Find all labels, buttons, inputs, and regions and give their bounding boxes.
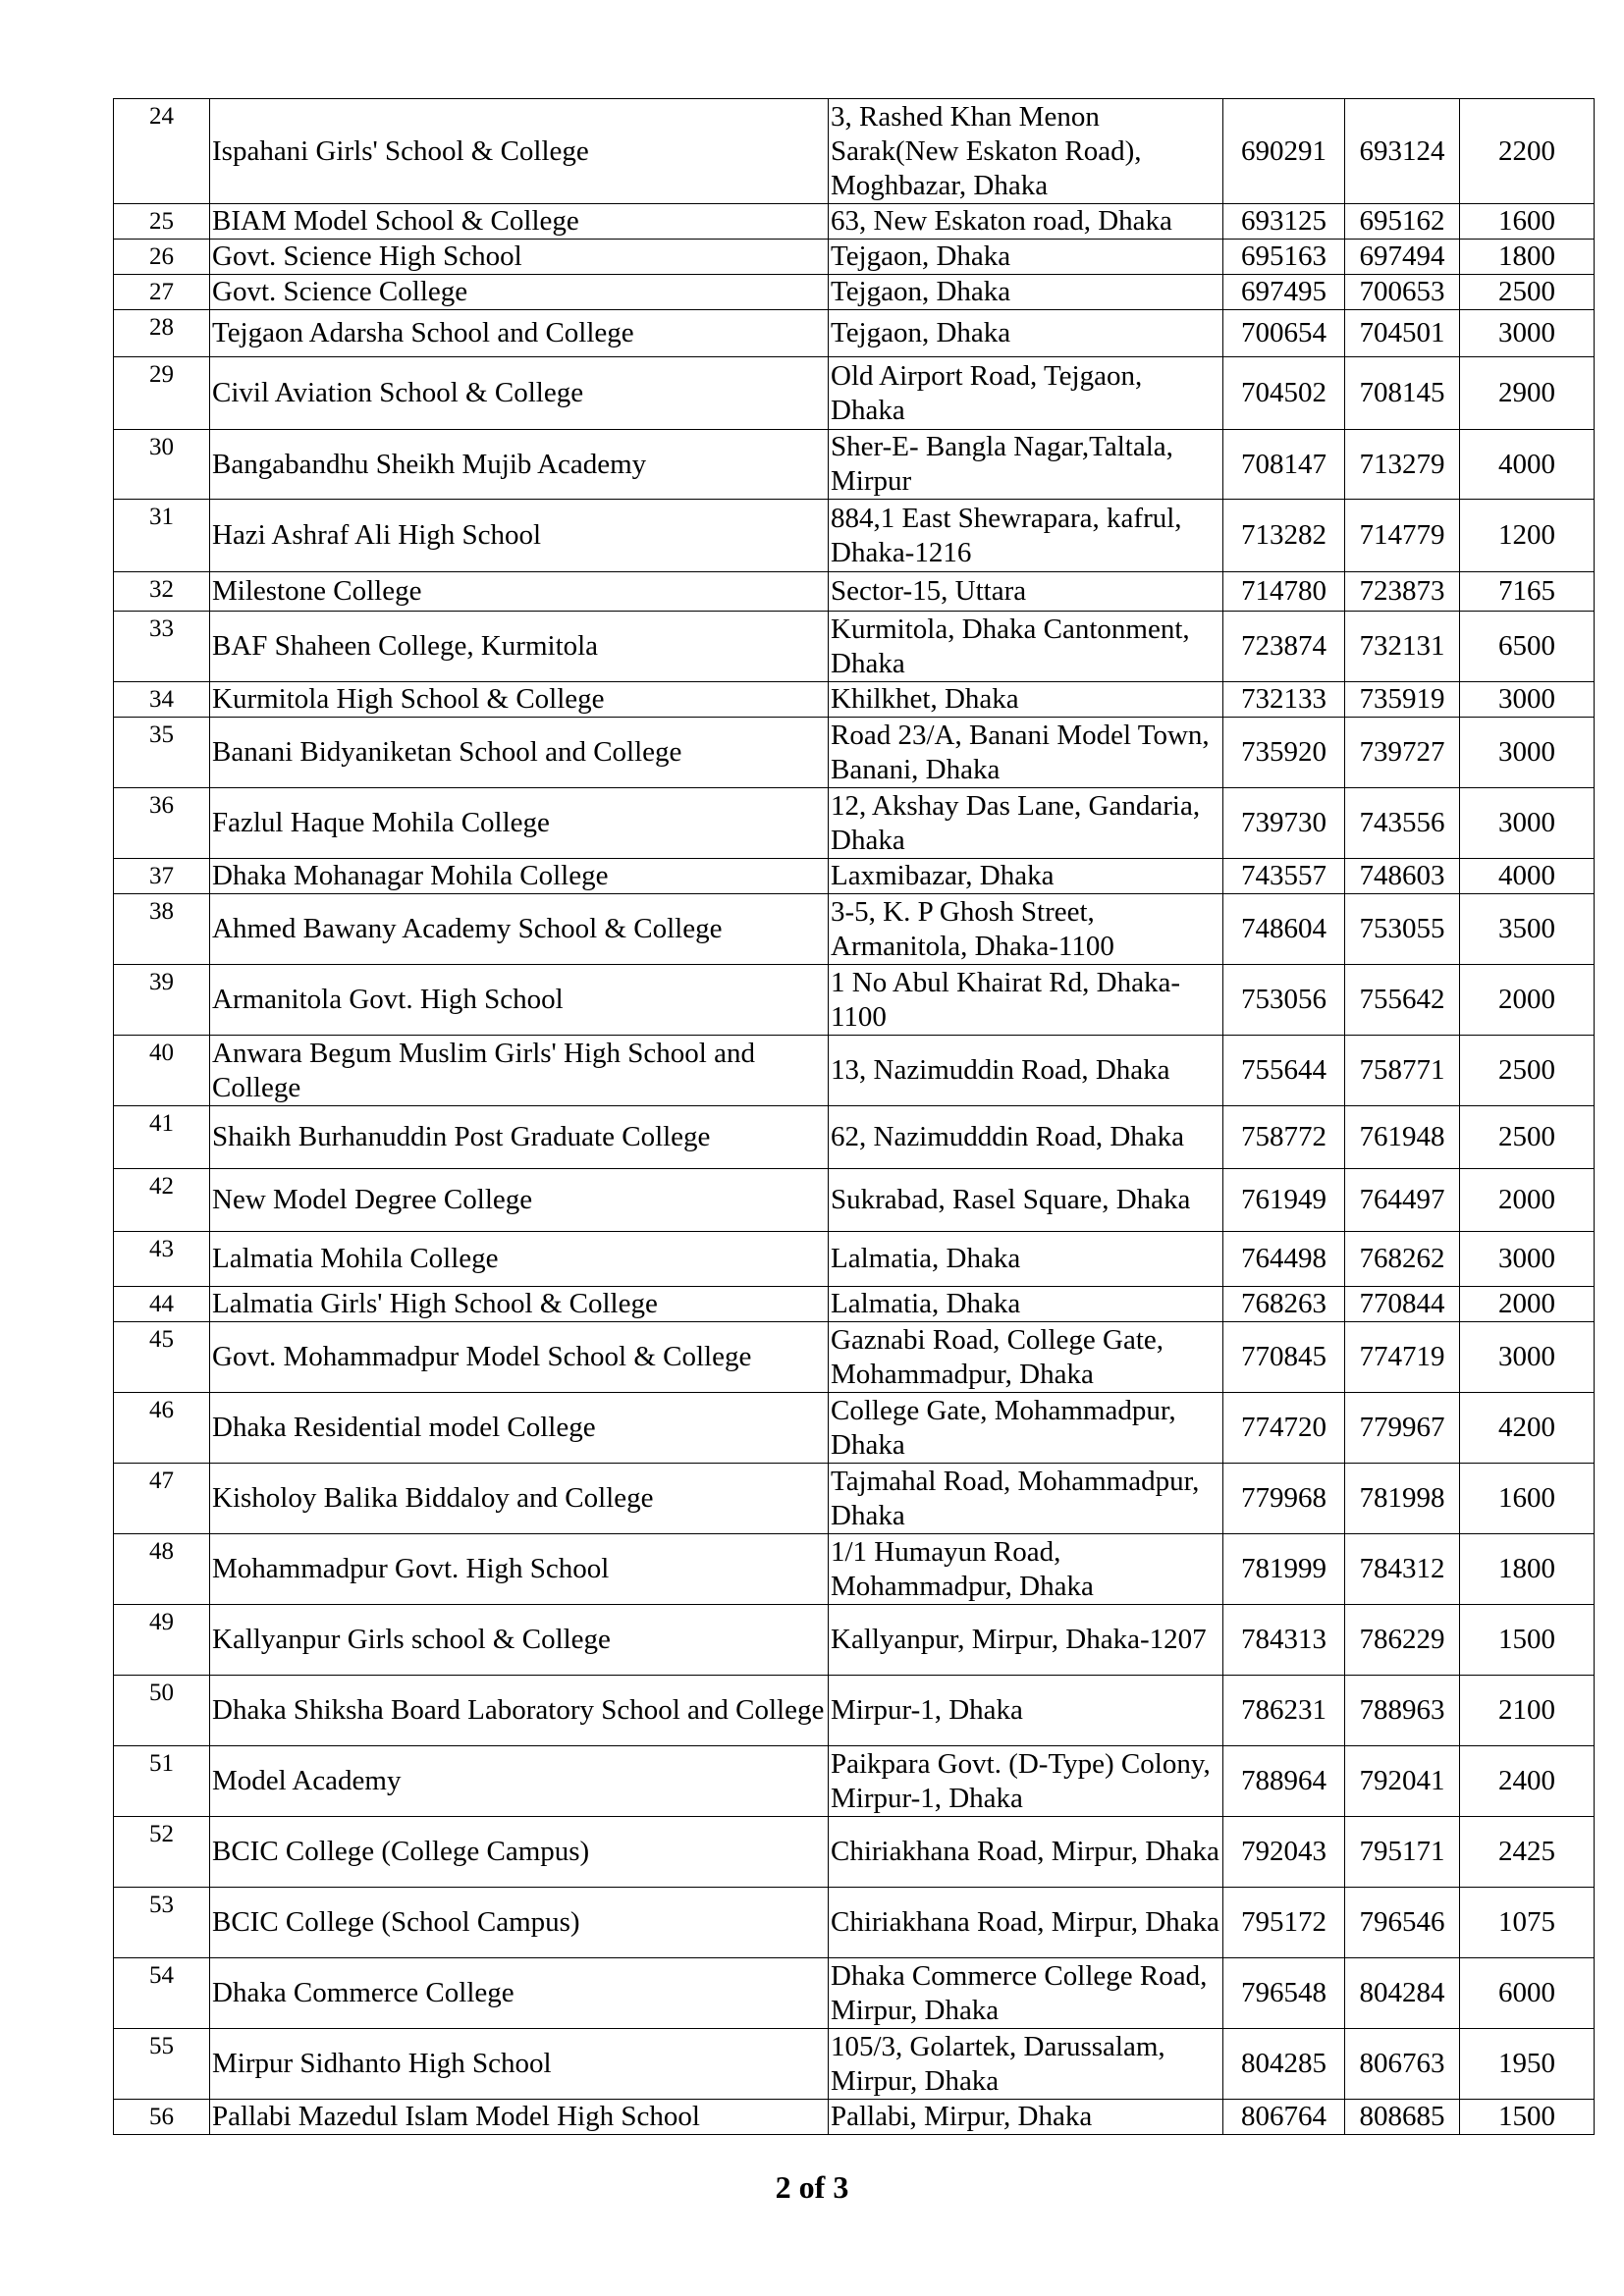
total-candidates-cell: 6500 [1460,612,1595,682]
institution-name-cell: Pallabi Mazedul Islam Model High School [210,2100,829,2135]
roll-from-cell: 693125 [1223,204,1345,240]
address-cell: 13, Nazimuddin Road, Dhaka [829,1036,1223,1106]
institution-name-cell: Dhaka Mohanagar Mohila College [210,859,829,894]
total-candidates-cell: 1800 [1460,240,1595,275]
serial-number-cell: 28 [114,310,210,357]
table-row [114,1393,1595,1464]
roll-from-cell: 781999 [1223,1534,1345,1605]
total-candidates-cell: 2900 [1460,357,1595,430]
institution-name-cell: Civil Aviation School & College [210,357,829,430]
institution-name-cell: Shaikh Burhanuddin Post Graduate College [210,1106,829,1169]
exam-center-table [113,98,1595,2135]
roll-from-cell: 700654 [1223,310,1345,357]
serial-number-cell: 26 [114,240,210,275]
table-row [114,572,1595,612]
institution-name-cell: Tejgaon Adarsha School and College [210,310,829,357]
roll-from-cell: 735920 [1223,718,1345,788]
total-candidates-cell: 1600 [1460,204,1595,240]
institution-name-cell: Fazlul Haque Mohila College [210,788,829,859]
institution-name-cell: Dhaka Shiksha Board Laboratory School and College [210,1676,829,1746]
serial-number-cell: 42 [114,1169,210,1232]
roll-to-cell: 695162 [1345,204,1460,240]
serial-number-cell: 43 [114,1232,210,1287]
roll-from-cell: 774720 [1223,1393,1345,1464]
roll-to-cell: 786229 [1345,1605,1460,1676]
institution-name-cell: Kurmitola High School & College [210,682,829,718]
roll-to-cell: 732131 [1345,612,1460,682]
serial-number-cell: 37 [114,859,210,894]
total-candidates-cell: 3000 [1460,310,1595,357]
address-cell: 63, New Eskaton road, Dhaka [829,204,1223,240]
table-row [114,357,1595,430]
roll-from-cell: 723874 [1223,612,1345,682]
address-cell: Sher-E- Bangla Nagar,Taltala, Mirpur [829,430,1223,500]
table-row [114,859,1595,894]
total-candidates-cell: 1500 [1460,1605,1595,1676]
total-candidates-cell: 3000 [1460,1232,1595,1287]
roll-from-cell: 806764 [1223,2100,1345,2135]
serial-number-cell: 33 [114,612,210,682]
serial-number-cell: 52 [114,1817,210,1888]
address-cell: 105/3, Golartek, Darussalam, Mirpur, Dhaka [829,2029,1223,2100]
total-candidates-cell: 1600 [1460,1464,1595,1534]
roll-to-cell: 768262 [1345,1232,1460,1287]
roll-from-cell: 743557 [1223,859,1345,894]
address-cell: 3-5, K. P Ghosh Street, Armanitola, Dhaka-1100 [829,894,1223,965]
total-candidates-cell: 1200 [1460,500,1595,572]
serial-number-cell: 31 [114,500,210,572]
roll-to-cell: 714779 [1345,500,1460,572]
table-row [114,500,1595,572]
institution-name-cell: Kisholoy Balika Biddaloy and College [210,1464,829,1534]
exam-center-table-body [114,99,1595,2135]
table-row [114,240,1595,275]
table-row [114,1232,1595,1287]
address-cell: 12, Akshay Das Lane, Gandaria, Dhaka [829,788,1223,859]
institution-name-cell: Armanitola Govt. High School [210,965,829,1036]
roll-to-cell: 700653 [1345,275,1460,310]
roll-to-cell: 748603 [1345,859,1460,894]
roll-to-cell: 808685 [1345,2100,1460,2135]
roll-from-cell: 770845 [1223,1322,1345,1393]
total-candidates-cell: 2500 [1460,1036,1595,1106]
serial-number-cell: 27 [114,275,210,310]
address-cell: Tejgaon, Dhaka [829,275,1223,310]
address-cell: Kurmitola, Dhaka Cantonment, Dhaka [829,612,1223,682]
table-row [114,1534,1595,1605]
address-cell: Kallyanpur, Mirpur, Dhaka-1207 [829,1605,1223,1676]
address-cell: Lalmatia, Dhaka [829,1232,1223,1287]
roll-to-cell: 779967 [1345,1393,1460,1464]
institution-name-cell: Ahmed Bawany Academy School & College [210,894,829,965]
roll-to-cell: 753055 [1345,894,1460,965]
table-row [114,682,1595,718]
institution-name-cell: Bangabandhu Sheikh Mujib Academy [210,430,829,500]
institution-name-cell: Lalmatia Mohila College [210,1232,829,1287]
total-candidates-cell: 3500 [1460,894,1595,965]
address-cell: Paikpara Govt. (D-Type) Colony, Mirpur-1, Dhaka [829,1746,1223,1817]
total-candidates-cell: 2425 [1460,1817,1595,1888]
total-candidates-cell: 1950 [1460,2029,1595,2100]
address-cell: 3, Rashed Khan Menon Sarak(New Eskaton Road), Moghbazar, Dhaka [829,99,1223,204]
roll-to-cell: 795171 [1345,1817,1460,1888]
address-cell: Gaznabi Road, College Gate, Mohammadpur, Dhaka [829,1322,1223,1393]
address-cell: 1/1 Humayun Road, Mohammadpur, Dhaka [829,1534,1223,1605]
total-candidates-cell: 1500 [1460,2100,1595,2135]
roll-from-cell: 761949 [1223,1169,1345,1232]
address-cell: Tejgaon, Dhaka [829,240,1223,275]
roll-to-cell: 755642 [1345,965,1460,1036]
roll-from-cell: 795172 [1223,1888,1345,1958]
roll-to-cell: 796546 [1345,1888,1460,1958]
roll-to-cell: 735919 [1345,682,1460,718]
table-row [114,788,1595,859]
serial-number-cell: 48 [114,1534,210,1605]
roll-from-cell: 755644 [1223,1036,1345,1106]
table-row [114,2029,1595,2100]
total-candidates-cell: 1075 [1460,1888,1595,1958]
roll-from-cell: 739730 [1223,788,1345,859]
institution-name-cell: BCIC College (College Campus) [210,1817,829,1888]
roll-from-cell: 697495 [1223,275,1345,310]
serial-number-cell: 50 [114,1676,210,1746]
serial-number-cell: 54 [114,1958,210,2029]
total-candidates-cell: 3000 [1460,1322,1595,1393]
address-cell: Tajmahal Road, Mohammadpur, Dhaka [829,1464,1223,1534]
roll-to-cell: 743556 [1345,788,1460,859]
roll-from-cell: 713282 [1223,500,1345,572]
roll-from-cell: 804285 [1223,2029,1345,2100]
address-cell: 884,1 East Shewrapara, kafrul, Dhaka-1216 [829,500,1223,572]
total-candidates-cell: 2100 [1460,1676,1595,1746]
serial-number-cell: 35 [114,718,210,788]
roll-from-cell: 695163 [1223,240,1345,275]
roll-to-cell: 792041 [1345,1746,1460,1817]
roll-from-cell: 704502 [1223,357,1345,430]
total-candidates-cell: 2000 [1460,965,1595,1036]
table-row [114,1106,1595,1169]
roll-to-cell: 764497 [1345,1169,1460,1232]
roll-from-cell: 690291 [1223,99,1345,204]
address-cell: 1 No Abul Khairat Rd, Dhaka-1100 [829,965,1223,1036]
address-cell: Sukrabad, Rasel Square, Dhaka [829,1169,1223,1232]
roll-to-cell: 758771 [1345,1036,1460,1106]
serial-number-cell: 39 [114,965,210,1036]
institution-name-cell: Milestone College [210,572,829,612]
institution-name-cell: Lalmatia Girls' High School & College [210,1287,829,1322]
address-cell: Tejgaon, Dhaka [829,310,1223,357]
table-row [114,894,1595,965]
serial-number-cell: 44 [114,1287,210,1322]
institution-name-cell: BAF Shaheen College, Kurmitola [210,612,829,682]
serial-number-cell: 25 [114,204,210,240]
table-row [114,310,1595,357]
address-cell: 62, Nazimudddin Road, Dhaka [829,1106,1223,1169]
table-row [114,1958,1595,2029]
address-cell: Mirpur-1, Dhaka [829,1676,1223,1746]
table-row [114,275,1595,310]
serial-number-cell: 49 [114,1605,210,1676]
address-cell: Pallabi, Mirpur, Dhaka [829,2100,1223,2135]
table-row [114,204,1595,240]
roll-from-cell: 784313 [1223,1605,1345,1676]
roll-to-cell: 704501 [1345,310,1460,357]
serial-number-cell: 38 [114,894,210,965]
total-candidates-cell: 2500 [1460,275,1595,310]
institution-name-cell: Kallyanpur Girls school & College [210,1605,829,1676]
serial-number-cell: 40 [114,1036,210,1106]
institution-name-cell: BIAM Model School & College [210,204,829,240]
address-cell: Lalmatia, Dhaka [829,1287,1223,1322]
serial-number-cell: 53 [114,1888,210,1958]
table-row [114,1746,1595,1817]
total-candidates-cell: 4200 [1460,1393,1595,1464]
roll-to-cell: 781998 [1345,1464,1460,1534]
institution-name-cell: New Model Degree College [210,1169,829,1232]
address-cell: Chiriakhana Road, Mirpur, Dhaka [829,1817,1223,1888]
institution-name-cell: Hazi Ashraf Ali High School [210,500,829,572]
serial-number-cell: 41 [114,1106,210,1169]
institution-name-cell: Banani Bidyaniketan School and College [210,718,829,788]
roll-to-cell: 784312 [1345,1534,1460,1605]
roll-from-cell: 779968 [1223,1464,1345,1534]
table-row [114,1036,1595,1106]
roll-from-cell: 758772 [1223,1106,1345,1169]
table-row [114,1888,1595,1958]
institution-name-cell: Mohammadpur Govt. High School [210,1534,829,1605]
total-candidates-cell: 1800 [1460,1534,1595,1605]
institution-name-cell: Govt. Science High School [210,240,829,275]
table-row [114,1464,1595,1534]
address-cell: Dhaka Commerce College Road, Mirpur, Dhaka [829,1958,1223,2029]
roll-to-cell: 788963 [1345,1676,1460,1746]
address-cell: Khilkhet, Dhaka [829,682,1223,718]
serial-number-cell: 24 [114,99,210,204]
table-row [114,1605,1595,1676]
roll-to-cell: 804284 [1345,1958,1460,2029]
institution-name-cell: Anwara Begum Muslim Girls' High School and College [210,1036,829,1106]
roll-to-cell: 708145 [1345,357,1460,430]
roll-to-cell: 713279 [1345,430,1460,500]
roll-from-cell: 788964 [1223,1746,1345,1817]
serial-number-cell: 47 [114,1464,210,1534]
table-row [114,1817,1595,1888]
table-row [114,612,1595,682]
roll-from-cell: 732133 [1223,682,1345,718]
roll-to-cell: 806763 [1345,2029,1460,2100]
table-row [114,1322,1595,1393]
address-cell: Chiriakhana Road, Mirpur, Dhaka [829,1888,1223,1958]
total-candidates-cell: 2200 [1460,99,1595,204]
serial-number-cell: 36 [114,788,210,859]
table-row [114,1287,1595,1322]
roll-from-cell: 714780 [1223,572,1345,612]
roll-to-cell: 774719 [1345,1322,1460,1393]
address-cell: Laxmibazar, Dhaka [829,859,1223,894]
roll-to-cell: 770844 [1345,1287,1460,1322]
serial-number-cell: 46 [114,1393,210,1464]
roll-to-cell: 693124 [1345,99,1460,204]
roll-from-cell: 748604 [1223,894,1345,965]
serial-number-cell: 29 [114,357,210,430]
total-candidates-cell: 3000 [1460,718,1595,788]
total-candidates-cell: 2000 [1460,1287,1595,1322]
total-candidates-cell: 3000 [1460,682,1595,718]
roll-from-cell: 768263 [1223,1287,1345,1322]
roll-to-cell: 761948 [1345,1106,1460,1169]
table-row [114,430,1595,500]
institution-name-cell: BCIC College (School Campus) [210,1888,829,1958]
address-cell: Old Airport Road, Tejgaon, Dhaka [829,357,1223,430]
institution-name-cell: Dhaka Residential model College [210,1393,829,1464]
serial-number-cell: 56 [114,2100,210,2135]
total-candidates-cell: 2000 [1460,1169,1595,1232]
address-cell: Sector-15, Uttara [829,572,1223,612]
table-row [114,2100,1595,2135]
roll-to-cell: 697494 [1345,240,1460,275]
table-row [114,1676,1595,1746]
institution-name-cell: Model Academy [210,1746,829,1817]
total-candidates-cell: 2500 [1460,1106,1595,1169]
total-candidates-cell: 7165 [1460,572,1595,612]
roll-from-cell: 708147 [1223,430,1345,500]
institution-name-cell: Mirpur Sidhanto High School [210,2029,829,2100]
institution-name-cell: Ispahani Girls' School & College [210,99,829,204]
total-candidates-cell: 6000 [1460,1958,1595,2029]
address-cell: College Gate, Mohammadpur, Dhaka [829,1393,1223,1464]
table-row [114,718,1595,788]
roll-from-cell: 786231 [1223,1676,1345,1746]
institution-name-cell: Govt. Science College [210,275,829,310]
institution-name-cell: Govt. Mohammadpur Model School & College [210,1322,829,1393]
roll-from-cell: 764498 [1223,1232,1345,1287]
roll-from-cell: 796548 [1223,1958,1345,2029]
serial-number-cell: 45 [114,1322,210,1393]
total-candidates-cell: 4000 [1460,430,1595,500]
institution-name-cell: Dhaka Commerce College [210,1958,829,2029]
serial-number-cell: 34 [114,682,210,718]
serial-number-cell: 30 [114,430,210,500]
address-cell: Road 23/A, Banani Model Town, Banani, Dhaka [829,718,1223,788]
serial-number-cell: 51 [114,1746,210,1817]
page-number: 2 of 3 [775,2169,849,2205]
roll-from-cell: 753056 [1223,965,1345,1036]
table-row [114,1169,1595,1232]
total-candidates-cell: 2400 [1460,1746,1595,1817]
total-candidates-cell: 4000 [1460,859,1595,894]
roll-to-cell: 723873 [1345,572,1460,612]
roll-to-cell: 739727 [1345,718,1460,788]
table-row [114,99,1595,204]
serial-number-cell: 55 [114,2029,210,2100]
total-candidates-cell: 3000 [1460,788,1595,859]
table-row [114,965,1595,1036]
serial-number-cell: 32 [114,572,210,612]
roll-from-cell: 792043 [1223,1817,1345,1888]
